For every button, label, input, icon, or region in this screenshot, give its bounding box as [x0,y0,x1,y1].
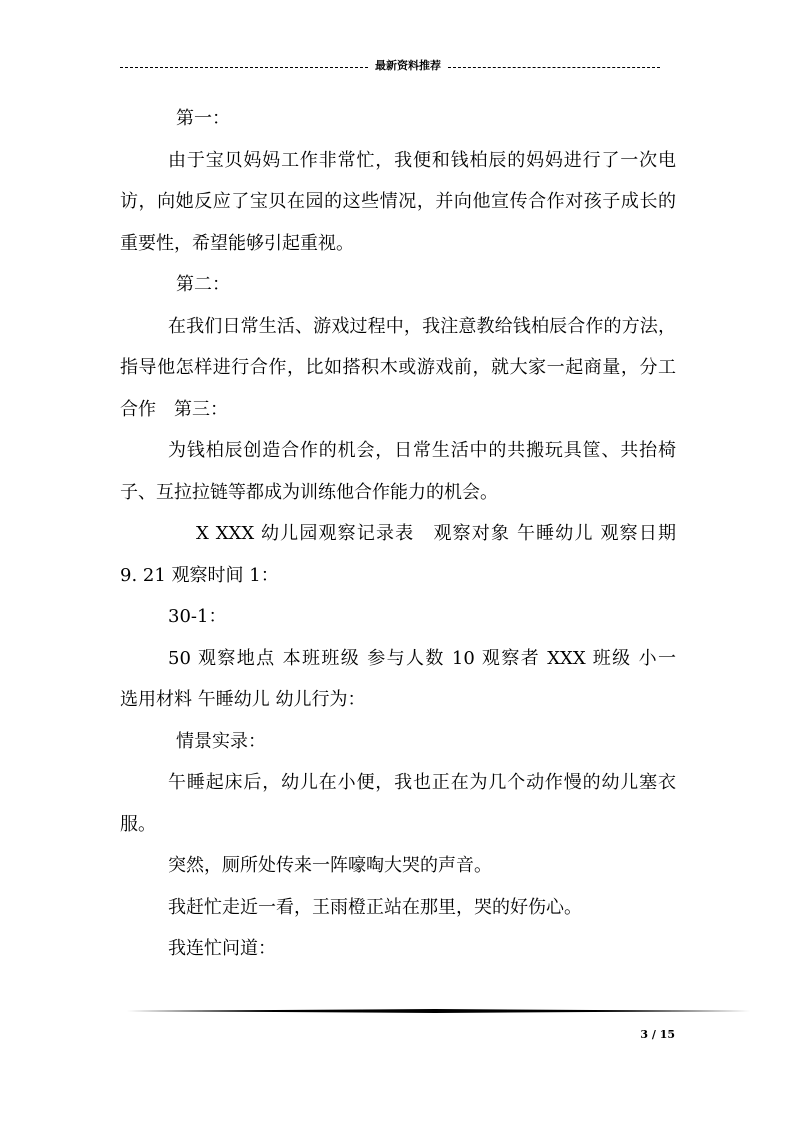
paragraph-line: 突然，厕所处传来一阵嚎啕大哭的声音。 [168,855,492,876]
section-heading: 第二： [176,274,230,295]
paragraph-line: 50 观察地点 本班班级 参与人数 10 观察者 XXX 班级 小一 [168,647,676,669]
footer-rule [120,1009,750,1013]
paragraph-line: 在我们日常生活、游戏过程中，我注意教给钱柏辰合作的方法， [168,315,676,337]
paragraph-line: 选用材料 午睡幼儿 幼儿行为： [120,689,366,710]
paragraph-line: 9. 21 观察时间 1： [120,564,279,586]
paragraph-line: 30-1： [168,606,227,627]
paragraph-line: 访，向她反应了宝贝在园的这些情况，并向他宣传合作对孩子成长的 [120,191,676,212]
paragraph-line: 重要性，希望能够引起重视。 [120,232,354,254]
section-heading: 第一： [176,108,230,129]
paragraph-line: 由于宝贝妈妈工作非常忙，我便和钱柏辰的妈妈进行了一次电 [168,149,676,171]
header-dashed-rule-left [120,67,368,68]
section-heading: 情景实录： [176,730,266,752]
page-header [120,58,660,74]
paragraph-line: 子、互拉拉链等都成为训练他合作能力的机会。 [120,481,498,503]
paragraph-line: 我连忙问道： [168,938,276,959]
paragraph-line: 合作 第三： [120,398,228,420]
header-title: 最新资料推荐 [375,59,441,72]
page-number: 3 / 15 [640,1028,675,1041]
paragraph-line: 为钱柏辰创造合作的机会，日常生活中的共搬玩具筐、共抬椅 [168,440,676,461]
paragraph-line: X XXX 幼儿园观察记录表 观察对象 午睡幼儿 观察日期 [196,523,676,544]
header-dashed-rule-right [448,67,660,68]
document-body [120,98,676,970]
paragraph-line: 午睡起床后，幼儿在小便，我也正在为几个动作慢的幼儿塞衣 [168,772,676,793]
paragraph-line: 指导他怎样进行合作，比如搭积木或游戏前，就大家一起商量，分工 [120,357,676,378]
paragraph-line: 服。 [120,813,156,835]
paragraph-line: 我赶忙走近一看，王雨橙正站在那里，哭的好伤心。 [168,896,582,918]
